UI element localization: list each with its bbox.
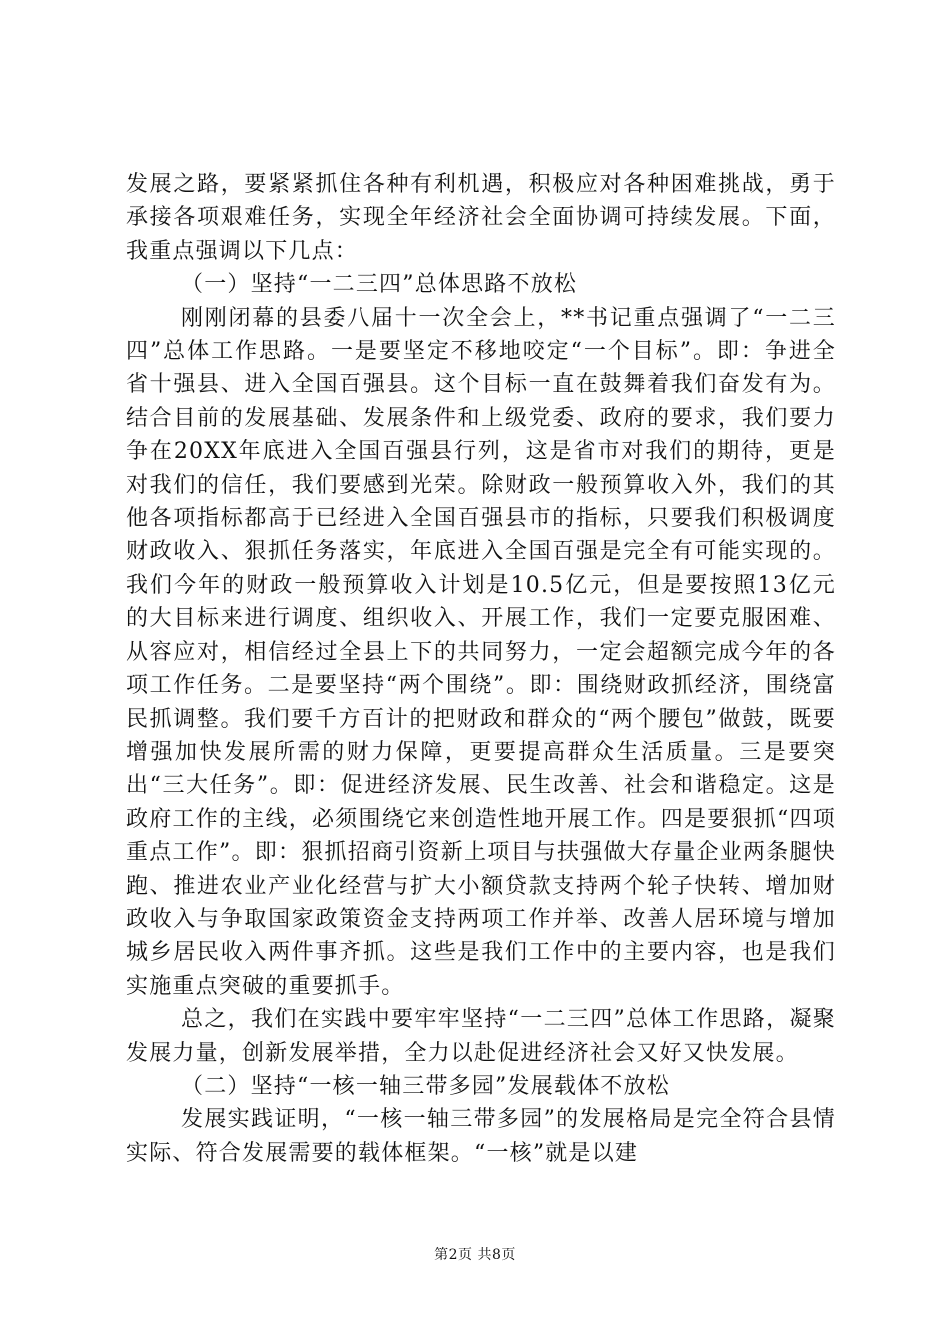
paragraph-body: 总之，我们在实践中要牢牢坚持“一二三四”总体工作思路，凝聚发展力量，创新发展举措，全力以赴促进经济社会又好又快发展。 (126, 1007, 836, 1066)
section-heading-2: （二）坚持“一核一轴三带多园”发展载体不放松 (181, 1073, 670, 1099)
paragraph-body: 刚刚闭幕的县委八届十一次全会上，**书记重点强调了“一二三四”总体工作思路。一是要坚定不移地咬定“一个目标”。即：争进全省十强县、进入全国百强县。这个目标一直在鼓舞着我们奋发有为。结合目前的发展基础、发展条件和上级党委、政府的要求，我们要力争在20XX年底进入全国百强县行列，这是省市对我们的期待，更是对我们的信任，我们要感到光荣。除财政一般预算收入外，我们的其他各项指标都高于已经进入全国百强县市的指标，只要我们积极调度财政收入、狠抓任务落实，年底进入全国百强是完全有可能实现的。我们今年的财政一般预算收入计划是10.5亿元，但是要按照13亿元的大目标来进行调度、组织收入、开展工作，我们一定要克服困难、从容应对，相信经过全县上下的共同努力，一定会超额完成今年的各项工作任务。二是要坚持“两个围绕”。即：围绕财政抓经济，围绕富民抓调整。我们要千方百计的把财政和群众的“两个腰包”做鼓，既要增强加快发展所需的财力保障，更要提高群众生活质量。三是要突出“三大任务”。即：促进经济发展、民生改善、社会和谐稳定。这是政府工作的主线，必须围绕它来创造性地开展工作。四是要狠抓“四项重点工作”。即：狠抓招商引资新上项目与扶强做大存量企业两条腿快跑、推进农业产业化经营与扩大小额贷款支持两个轮子快转、增加财政收入与争取国家政策资金支持两项工作并举、改善人居环境与增加城乡居民收入两件事齐抓。这些是我们工作中的主要内容，也是我们实施重点突破的重要抓手。 (126, 305, 836, 999)
paragraph-continuation: 发展之路，要紧紧抓住各种有利机遇，积极应对各种困难挑战，勇于承接各项艰难任务，实现全年经济社会全面协调可持续发展。下面，我重点强调以下几点： (126, 172, 836, 264)
page-number-footer: 第2页 共8页 (434, 1247, 516, 1263)
document-body (126, 168, 836, 1170)
paragraph-body: 发展实践证明，“一核一轴三带多园”的发展格局是完全符合县情实际、符合发展需要的载体框架。“一核”就是以建 (126, 1107, 836, 1166)
section-heading-1: （一）坚持“一二三四”总体思路不放松 (181, 272, 578, 298)
